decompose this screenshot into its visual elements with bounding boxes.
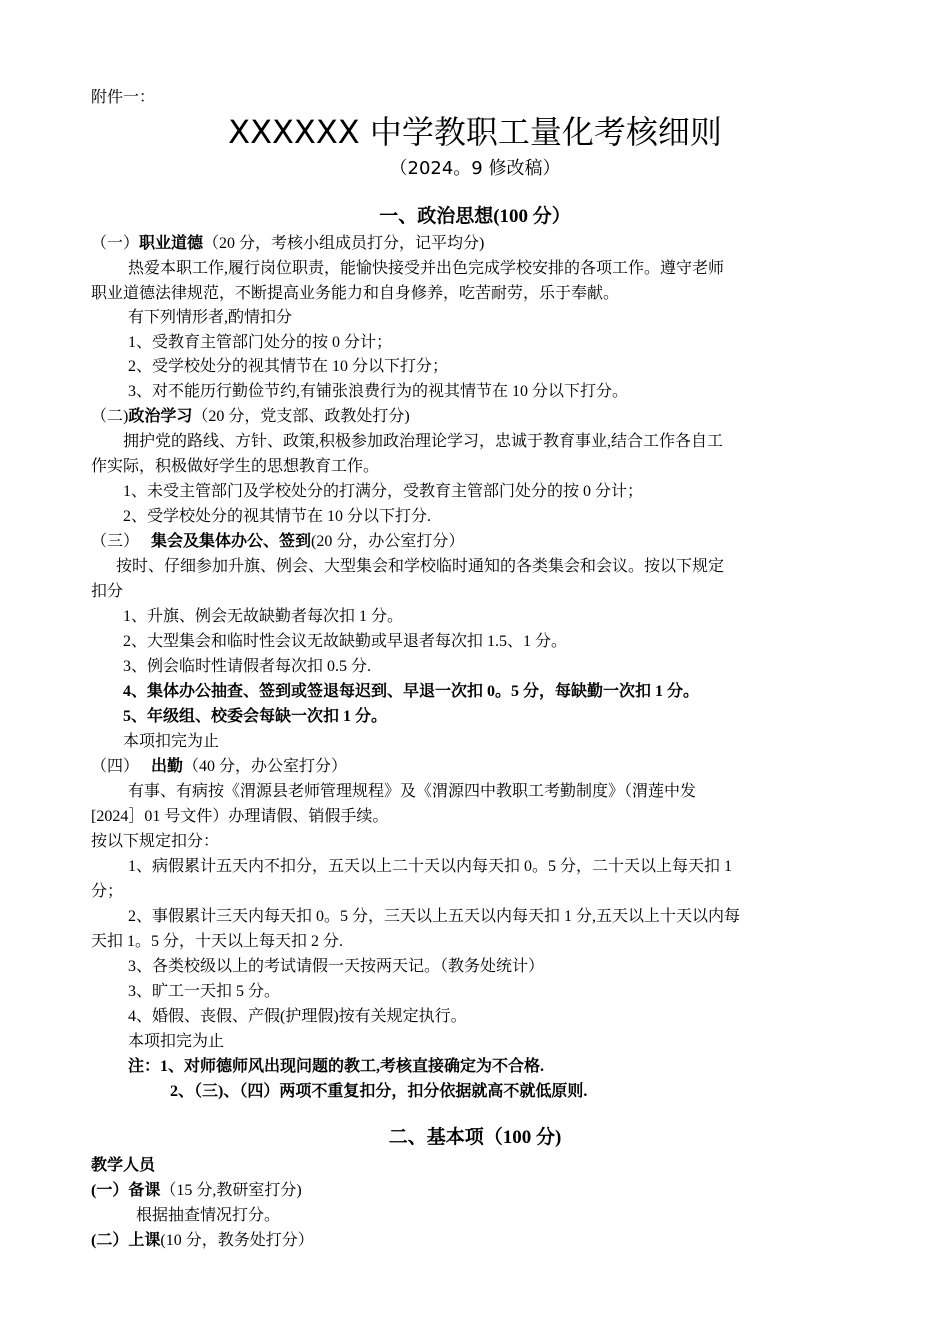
section2-group-label: 教学人员 <box>91 1157 156 1174</box>
part-label: 备课 <box>128 1182 161 1199</box>
list-item-continuation: 天扣 1。5 分，十天以上每天扣 2 分. <box>91 933 344 950</box>
section2-part2-header <box>91 1229 314 1253</box>
list-item: 2、受学校处分的视其情节在 10 分以下打分； <box>128 358 449 375</box>
paragraph-line: 有下列情形者,酌情扣分 <box>128 309 293 326</box>
list-item: 3、旷工一天扣 5 分。 <box>128 983 281 1000</box>
part-prefix: （二) <box>91 408 129 425</box>
list-item: 1、受教育主管部门处分的按 0 分计； <box>128 334 393 351</box>
paragraph-line: 根据抽查情况打分。 <box>136 1207 281 1224</box>
part-rest: (10 分，教务处打分） <box>160 1232 314 1249</box>
part-label: 职业道德 <box>139 235 204 252</box>
paragraph-line: 有事、有病按《渭源县老师管理规程》及《渭源四中教职工考勤制度》（渭莲中发 <box>128 783 697 800</box>
list-item-bold: 4、集体办公抽查、签到或签退每迟到、早退一次扣 0。5 分，每缺勤一次扣 1 分。 <box>123 683 700 700</box>
part-rest: （15 分,教研室打分) <box>160 1182 302 1199</box>
list-item: 3、各类校级以上的考试请假一天按两天记。（教务处统计） <box>128 958 545 975</box>
part-label: 集会及集体办公、签到 <box>151 533 312 550</box>
part-prefix: （四） <box>91 758 140 775</box>
list-item-bold: 5、年级组、校委会每缺一次扣 1 分。 <box>123 708 388 725</box>
section2-heading: 二、基本项（100 分) <box>388 1127 562 1148</box>
list-item: 3、对不能历行勤俭节约,有铺张浪费行为的视其情节在 10 分以下打分。 <box>128 383 629 400</box>
closing-line: 本项扣完为止 <box>128 1033 225 1050</box>
list-item: 1、升旗、例会无故缺勤者每次扣 1 分。 <box>123 608 404 625</box>
note-line: 2、（三)、（四）两项不重复扣分，扣分依据就高不就低原则. <box>170 1083 588 1100</box>
section1-part4-header <box>91 755 347 779</box>
attachment-label: 附件一： <box>91 89 156 106</box>
paragraph-line: 按以下规定扣分： <box>91 833 220 850</box>
section1-heading: 一、政治思想(100 分） <box>379 206 571 227</box>
note-line: 注：1、对师德师风出现问题的教工,考核直接确定为不合格. <box>128 1058 545 1075</box>
part-prefix: (二） <box>91 1232 129 1249</box>
section1-part1-header <box>91 232 484 256</box>
part-rest: （20 分，党支部、政教处打分) <box>192 408 410 425</box>
part-prefix: （一） <box>91 235 140 252</box>
part-rest: （40 分，办公室打分） <box>183 758 348 775</box>
document-subtitle: （2024。9 修改稿） <box>389 158 561 179</box>
document-title: XXXXXX 中学教职工量化考核细则 <box>228 113 722 151</box>
part-prefix: (一） <box>91 1182 129 1199</box>
list-item: 4、婚假、丧假、产假(护理假)按有关规定执行。 <box>128 1008 467 1025</box>
paragraph-line: [2024］01 号文件）办理请假、销假手续。 <box>91 808 389 825</box>
paragraph-line: 拥护党的路线、方针、政策,积极参加政治理论学习，忠诚于教育事业,结合工作各自工 <box>123 433 724 450</box>
list-item: 3、例会临时性请假者每次扣 0.5 分. <box>123 658 372 675</box>
section1-part2-header <box>91 405 410 429</box>
part-label: 政治学习 <box>128 408 193 425</box>
closing-line: 本项扣完为止 <box>123 733 220 750</box>
paragraph-line: 职业道德法律规范，不断提高业务能力和自身修养，吃苦耐劳，乐于奉献。 <box>91 285 620 302</box>
part-label: 上课 <box>128 1232 161 1249</box>
paragraph-line: 扣分 <box>91 583 124 600</box>
list-item: 2、大型集会和临时性会议无故缺勤或早退者每次扣 1.5、1 分。 <box>123 633 568 650</box>
list-item: 1、病假累计五天内不扣分，五天以上二十天以内每天扣 0。5 分，二十天以上每天扣 1 <box>128 858 733 875</box>
section1-part3-header <box>91 530 464 554</box>
list-item: 2、受学校处分的视其情节在 10 分以下打分. <box>123 508 432 525</box>
paragraph-line: 按时、仔细参加升旗、例会、大型集会和学校临时通知的各类集会和会议。按以下规定 <box>116 558 725 575</box>
list-item: 2、事假累计三天内每天扣 0。5 分，三天以上五天以内每天扣 1 分,五天以上十天以内每 <box>128 908 741 925</box>
paragraph-line: 热爱本职工作,履行岗位职责，能愉快接受并出色完成学校安排的各项工作。遵守老师 <box>128 260 725 277</box>
paragraph-line: 作实际，积极做好学生的思想教育工作。 <box>91 458 380 475</box>
part-label: 出勤 <box>151 758 184 775</box>
list-item-continuation: 分； <box>91 883 124 900</box>
list-item: 1、未受主管部门及学校处分的打满分，受教育主管部门处分的按 0 分计； <box>123 483 644 500</box>
part-prefix: （三） <box>91 533 140 550</box>
part-rest: (20 分，办公室打分） <box>311 533 465 550</box>
part-rest: （20 分，考核小组成员打分，记平均分) <box>203 235 485 252</box>
section2-part1-header <box>91 1179 302 1203</box>
